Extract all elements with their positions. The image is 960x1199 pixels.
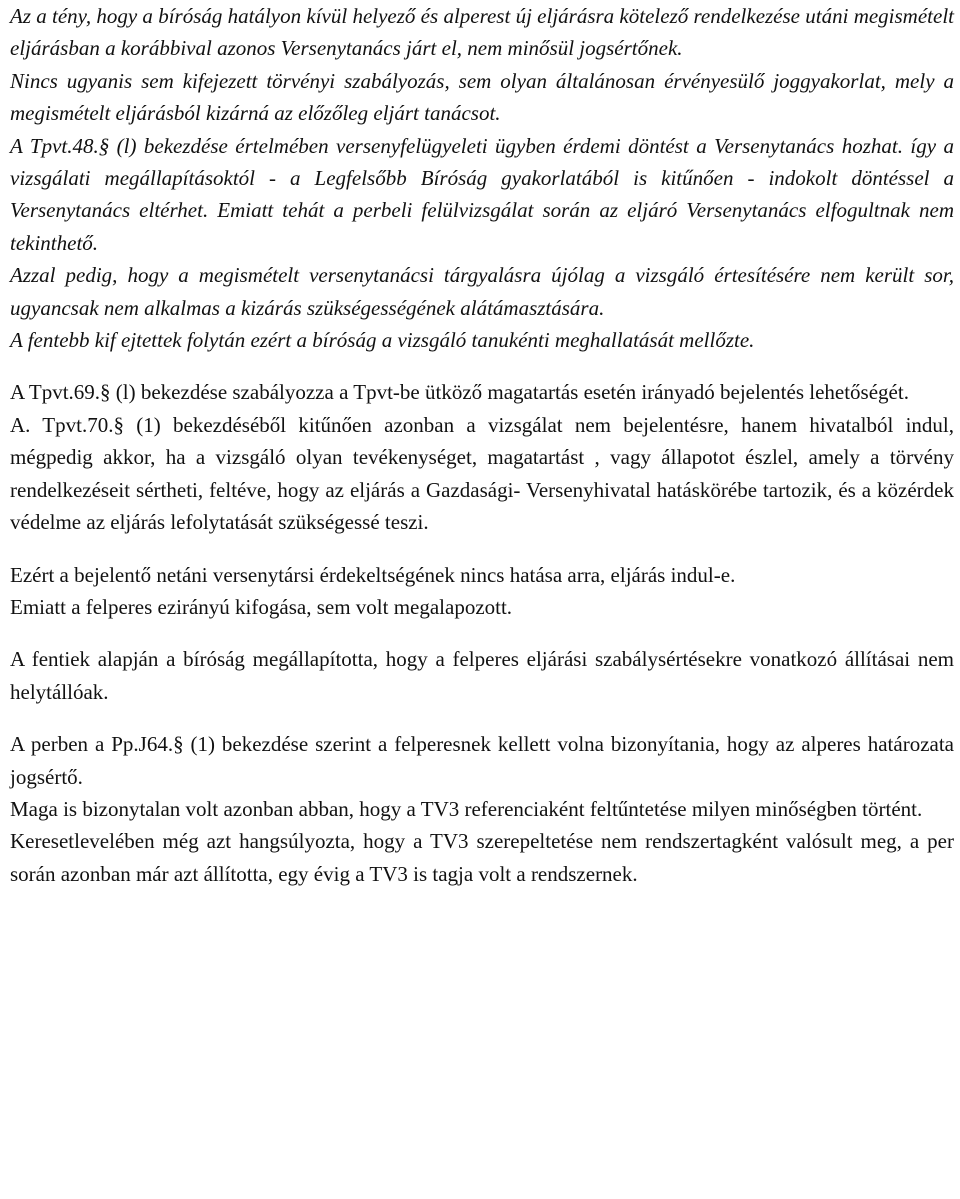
document-page [10,0,954,890]
paragraph-10: A fentiek alapján a bíróság megállapította, hogy a felperes eljárási szabálysértésekre vonatkozó állításai nem helytállóak. [10,647,954,704]
paragraph-5: A fentebb kif ejtettek folytán ezért a bíróság a vizsgáló tanukénti meghallatását mellőzte. [10,328,755,353]
paragraph-8: Ezért a bejelentő netáni versenytársi érdekeltségének nincs hatása arra, eljárás indul-e. [10,562,736,587]
paragraph-7: A. Tpvt.70.§ (1) bekezdéséből kitűnően azonban a vizsgálat nem bejelentésre, hanem hivatalból indul, mégpedig akkor, ha a vizsgáló olyan tevékenységet, magatartást , vagy állapotot észlel, amely a törvény rendelkezéseit sértheti, feltéve, hogy az eljárás a Gazdasági- Versenyhivatal hatáskörébe tartozik, és a közérdek védelme az eljárás lefolytatását szükségessé teszi. [10,412,954,535]
paragraph-4: Azzal pedig, hogy a megismételt versenytanácsi tárgyalásra újólag a vizsgáló értesítésére nem került sor, ugyancsak nem alkalmas a kizárás szükségességének alátámasztására. [10,263,954,320]
paragraph-2: Nincs ugyanis sem kifejezett törvényi szabályozás, sem olyan általánosan érvényesülő joggyakorlat, mely a megismételt eljárásból kizárná az előzőleg eljárt tanácsot. [10,68,954,126]
paragraph-12: Maga is bizonytalan volt azonban abban, hogy a TV3 referenciaként feltűntetése milyen minőségben történt. [10,796,923,821]
paragraph-9: Emiatt a felperes ezirányú kifogása, sem volt megalapozott. [10,594,513,619]
paragraph-1: Az a tény, hogy a bíróság hatályon kívül helyező és alperest új eljárásra kötelező rendelkezése utáni megismételt eljárásban a korábbival azonos Versenytanács járt el, nem minősül jogsértőnek. [10,4,954,61]
paragraph-6: A Tpvt.69.§ (l) bekezdése szabályozza a Tpvt-be ütköző magatartás esetén irányadó bejelentés lehetőségét. [10,380,909,405]
paragraph-13: Keresetlevelében még azt hangsúlyozta, hogy a TV3 szerepeltetése nem rendszertagként valósult meg, a per során azonban már azt állította, egy évig a TV3 is tagja volt a rendszernek. [10,829,954,886]
paragraph-11: A perben a Pp.J64.§ (1) bekezdése szerint a felperesnek kellett volna bizonyítania, hogy az alperes határozata jogsértő. [10,732,954,789]
paragraph-3: A Tpvt.48.§ (l) bekezdése értelmében versenyfelügyeleti ügyben érdemi döntést a Versenytanács hozhat. így a vizsgálati megállapításoktól - a Legfelsőbb Bíróság gyakorlatából is kitűnően - indokolt döntéssel a Versenytanács eltérhet. Emiatt tehát a perbeli felülvizsgálat során az eljáró Versenytanács elfogultnak nem tekinthető. [10,133,954,255]
